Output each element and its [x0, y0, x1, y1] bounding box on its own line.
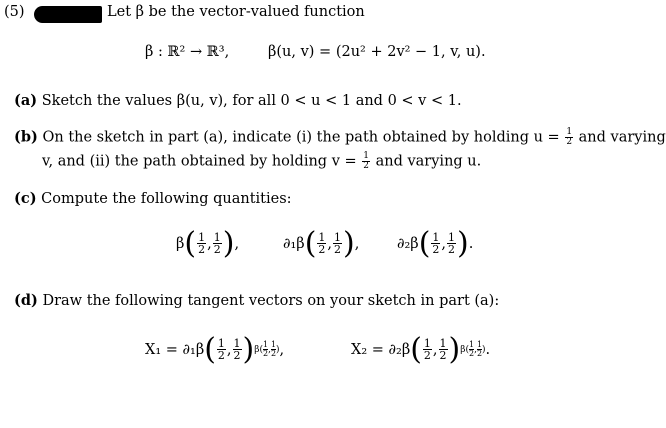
- part-a-label: (a): [14, 92, 38, 109]
- tangent-x2: X₂ = ∂₂β ( $\frac{1}{2}$ , $\frac{1}{2}$ ) β( $\frac{1}{2}$ , $\frac{1}{2}$ ) .: [351, 332, 491, 367]
- half-fraction: $\frac{1}{2}$: [566, 127, 573, 147]
- part-b-line2: [42, 152, 481, 171]
- redaction-bar: [34, 6, 102, 23]
- part-c-text: Compute the following quantities:: [41, 191, 292, 207]
- part-b-label: (b): [14, 128, 38, 146]
- part-a-text: Sketch the values β(u, v), for all 0 < u < 1 and 0 < v < 1.: [41, 93, 462, 109]
- part-b-line1-pre: On the sketch in part (a), indicate (i) the path obtained by holding u =: [42, 129, 560, 146]
- part-c: [14, 190, 292, 207]
- function-formula: β(u, v) = (2u² + 2v² − 1, v, u).: [268, 44, 486, 60]
- tangent-x1: X₁ = ∂₁β ( $\frac{1}{2}$ , $\frac{1}{2}$ ) β( $\frac{1}{2}$ , $\frac{1}{2}$ ) ,: [145, 332, 285, 367]
- half-fraction: $\frac{1}{2}$: [363, 151, 369, 171]
- quantity-d1-beta: ∂₁β ( $\frac{1}{2}$ , $\frac{1}{2}$ ) ,: [283, 226, 360, 261]
- part-b-line2-pre: v, and (ii) the path obtained by holding v =: [42, 153, 357, 170]
- part-b-line1-post: and varying: [578, 129, 666, 146]
- quantity-d2-beta: ∂₂β ( $\frac{1}{2}$ , $\frac{1}{2}$ ) .: [397, 226, 474, 261]
- intro-text: Let β be the vector-valued function: [107, 4, 365, 20]
- part-a: [14, 92, 462, 109]
- quantity-beta: β ( $\frac{1}{2}$ , $\frac{1}{2}$ ) ,: [176, 226, 240, 261]
- part-d-label: (d): [14, 292, 38, 309]
- part-c-label: (c): [14, 190, 37, 207]
- part-d: [14, 292, 499, 309]
- problem-number: (5): [4, 4, 25, 20]
- part-d-text: Draw the following tangent vectors on your sketch in part (a):: [42, 293, 500, 309]
- part-b-line1: [14, 128, 666, 147]
- map-definition: β : ℝ² → ℝ³,: [145, 44, 230, 60]
- part-b-line2-post: and varying u.: [375, 153, 482, 170]
